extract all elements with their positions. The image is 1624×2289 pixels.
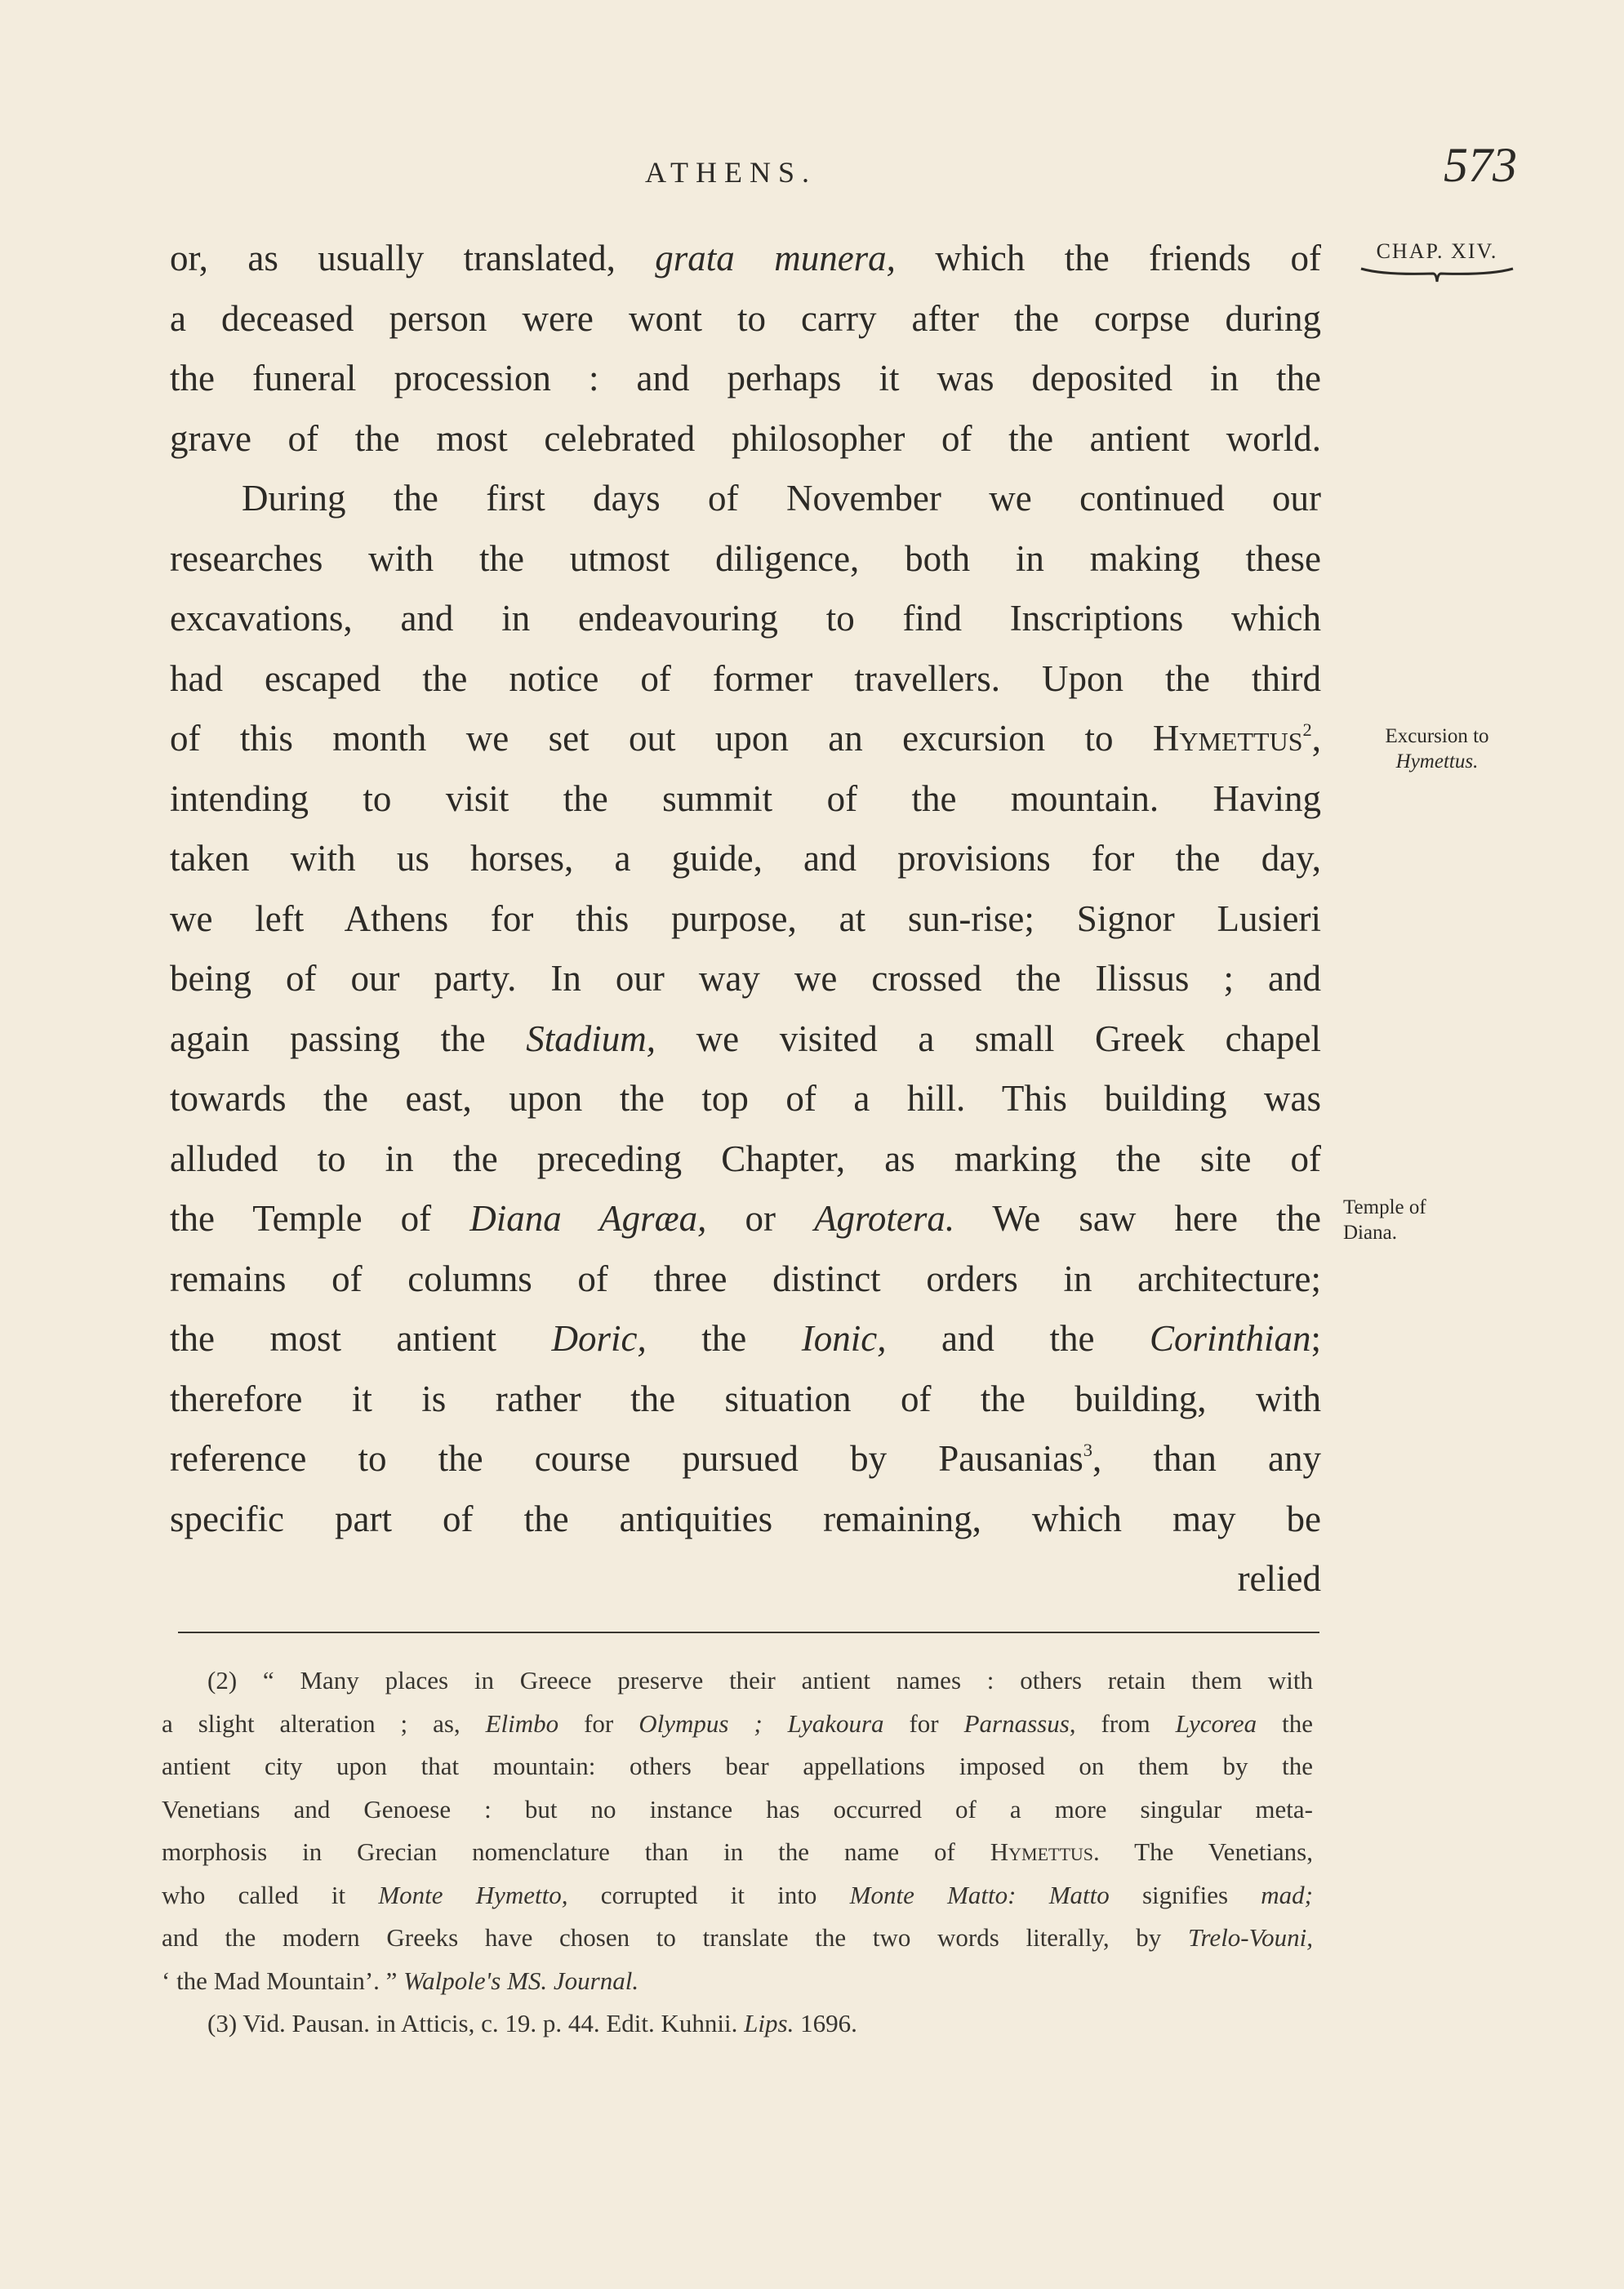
body-line-14: again passing the Stadium, we visited a small Greek chapel <box>170 1018 1321 1059</box>
footnote-2-line-5: morphosis in Grecian nomenclature than in the name of Hymettus. The Venetians, <box>162 1837 1313 1866</box>
footnote-rule <box>178 1632 1319 1633</box>
chapter-label: CHAP. XIV. <box>1376 239 1498 263</box>
body-line-13: being of our party. In our way we crossed the Ilissus ; and <box>170 958 1321 999</box>
body-line-2: a deceased person were wont to carry after the corpse during <box>170 297 1321 339</box>
body-line-22: specific part of the antiquities remaining, which may be <box>170 1498 1321 1539</box>
body-line-18: remains of columns of three distinct orders in architecture; <box>170 1258 1321 1299</box>
margin-note-temple <box>1343 1195 1466 1245</box>
footnote-3: (3) Vid. Pausan. in Atticis, c. 19. p. 44. Edit. Kuhnii. Lips. 1696. <box>207 2009 857 2037</box>
running-head: ATHENS. <box>645 156 817 189</box>
margin-note-excursion-line1: Excursion to <box>1385 725 1489 747</box>
body-line-10: intending to visit the summit of the mountain. Having <box>170 777 1321 819</box>
body-line-5: During the first days of November we continued our <box>242 478 1321 519</box>
body-line-19: the most antient Doric, the Ionic, and the Corinthian; <box>170 1318 1321 1359</box>
margin-note-excursion-line2: Hymettus. <box>1395 750 1479 773</box>
footnote-2-line-8: ‘ the Mad Mountain’. ” Walpole's MS. Journal. <box>162 1966 639 1995</box>
body-line-3: the funeral procession : and perhaps it was deposited in the <box>170 358 1321 399</box>
body-line-8: had escaped the notice of former travellers. Upon the third <box>170 657 1321 699</box>
body-line-9: of this month we set out upon an excursion to Hymettus$^2$, <box>170 718 1321 759</box>
footnote-2-line-7: and the modern Greeks have chosen to translate the two words literally, by Trelo-Vouni, <box>162 1923 1313 1952</box>
footnote-2-line-1: (2) “ Many places in Greece preserve their antient names : others retain them with <box>207 1666 1313 1694</box>
footnote-ref-3: 3 <box>1083 1440 1092 1460</box>
body-line-4: grave of the most celebrated philosopher of the antient world. <box>170 417 1321 459</box>
body-text <box>170 229 1321 1610</box>
footnotes <box>162 1659 1313 2046</box>
body-line-20: therefore it is rather the situation of the building, with <box>170 1378 1321 1419</box>
catchword: relied <box>1237 1558 1321 1599</box>
footnote-2-line-4: Venetians and Genoese : but no instance has occurred of a more singular meta- <box>162 1794 1313 1824</box>
body-line-15: towards the east, upon the top of a hill. This building was <box>170 1078 1321 1119</box>
body-line-11: taken with us horses, a guide, and provisions for the day, <box>170 838 1321 879</box>
body-line-7: excavations, and in endeavouring to find Inscriptions which <box>170 598 1321 639</box>
body-line-1: or, as usually translated, grata munera, which the friends of <box>170 238 1321 278</box>
body-line-21: reference to the course pursued by Pausanias$^3$, than any <box>170 1438 1322 1479</box>
brace-ornament <box>1359 265 1515 283</box>
footnote-2-line-3: antient city upon that mountain: others bear appellations imposed on them by the <box>162 1752 1313 1780</box>
page-number: 573 <box>1444 138 1517 192</box>
margin-note-temple-line2: Diana. <box>1343 1222 1397 1244</box>
footnote-ref-2: 2 <box>1302 719 1312 740</box>
margin-note-excursion <box>1355 724 1519 774</box>
footnote-2-line-6: who called it Monte Hymetto, corrupted it into Monte Matto: Matto signifies mad; <box>162 1880 1313 1909</box>
body-line-6: researches with the utmost diligence, both in making these <box>170 537 1321 579</box>
footnote-2-line-2: a slight alteration ; as, Elimbo for Olympus ; Lyakoura for Parnassus, from Lycorea the <box>162 1708 1313 1738</box>
body-line-12: we left Athens for this purpose, at sun-rise; Signor Lusieri <box>170 897 1321 939</box>
chapter-marker <box>1355 238 1519 283</box>
margin-note-temple-line1: Temple of <box>1343 1196 1426 1218</box>
body-line-16: alluded to in the preceding Chapter, as marking the site of <box>170 1138 1321 1179</box>
body-line-17: the Temple of Diana Agræa, or Agrotera. We saw here the <box>170 1198 1321 1239</box>
